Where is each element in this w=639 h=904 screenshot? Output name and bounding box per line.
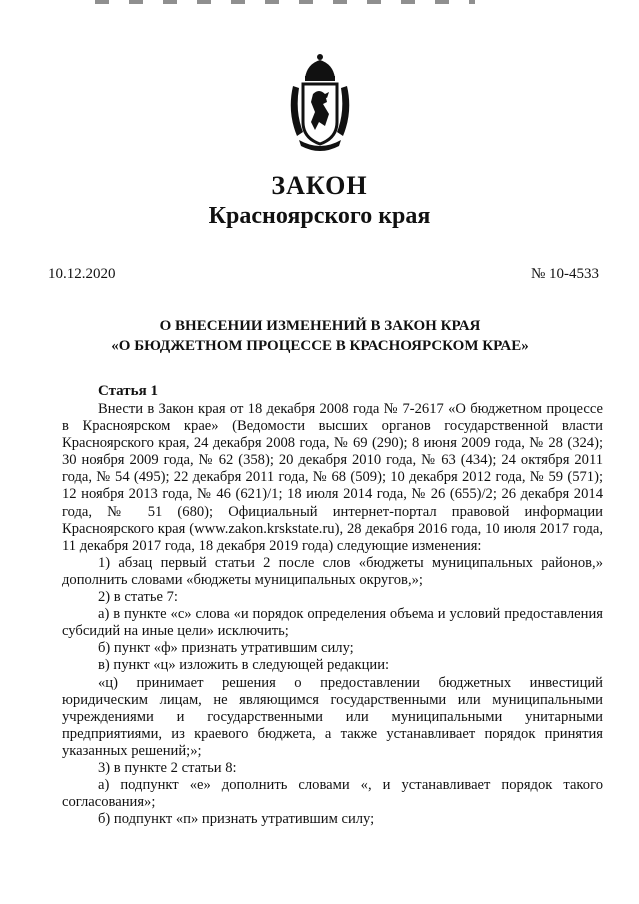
article-paragraph: а) подпункт «е» дополнить словами «, и устанавливает порядок такого согласования»;	[62, 777, 603, 811]
law-title-line-2: «О БЮДЖЕТНОМ ПРОЦЕССЕ В КРАСНОЯРСКОМ КРАЕ»	[111, 338, 529, 354]
article-heading: Статья 1	[98, 383, 158, 399]
article-paragraph: Внести в Закон края от 18 декабря 2008 года № 7-2617 «О бюджетном процессе в Красноярском крае» (Ведомости высших органов государственной власти Красноярского края, 24 декабря 2008 года, № 69 (290); 8 июня 2009 года, № 28 (324); 30 ноября 2009 года, № 62 (358); 20 декабря 2010 года, № 63 (434); 24 октября 2011 года, № 54 (495); 22 декабря 2011 года, № 68 (509); 10 декабря 2012 года, № 59 (571); 12 ноября 2013 года, № 46 (621)/1; 18 июля 2014 года, № 26 (655)/2; 26 декабря 2014 года, № 51 (680); Официальный интернет-портал правовой информации Красноярского края (www.zakon.krskstate.ru), 28 декабря 2016 года, 10 июля 2017 года, 11 декабря 2017 года, 18 декабря 2019 года) следующие изменения:	[62, 401, 603, 554]
article-paragraph: б) подпункт «п» признать утратившим силу;	[98, 811, 375, 828]
article-paragraph: в) пункт «ц» изложить в следующей редакции:	[98, 657, 390, 674]
coat-of-arms-emblem	[283, 52, 357, 152]
article-paragraph: а) в пункте «с» слова «и порядок определения объема и условий предоставления субсидий на иные цели» исключить;	[62, 606, 603, 640]
article-body	[62, 401, 603, 828]
document-title: ЗАКОН	[271, 171, 368, 200]
article-paragraph: 1) абзац первый статьи 2 после слов «бюджеты муниципальных районов,» дополнить словами «бюджеты муниципальных округов,»;	[62, 554, 603, 588]
article-paragraph: 2) в статье 7:	[98, 589, 178, 606]
document-subtitle: Красноярского края	[208, 203, 431, 229]
law-date: 10.12.2020	[48, 266, 116, 282]
law-number: № 10-4533	[530, 266, 599, 282]
law-title-line-1: О ВНЕСЕНИИ ИЗМЕНЕНИЙ В ЗАКОН КРАЯ	[159, 318, 481, 334]
article-paragraph: б) пункт «ф» признать утратившим силу;	[98, 640, 354, 657]
article-paragraph: 3) в пункте 2 статьи 8:	[98, 759, 237, 776]
scan-artifact	[95, 0, 475, 4]
article-paragraph: «ц) принимает решения о предоставлении бюджетных инвестиций юридическим лицам, не являющимся государственными или муниципальными учреждениями и государственными или муниципальными унитарными предприятиями, из краевого бюджета, а также устанавливает порядок принятия указанных решений;»;	[62, 674, 603, 759]
